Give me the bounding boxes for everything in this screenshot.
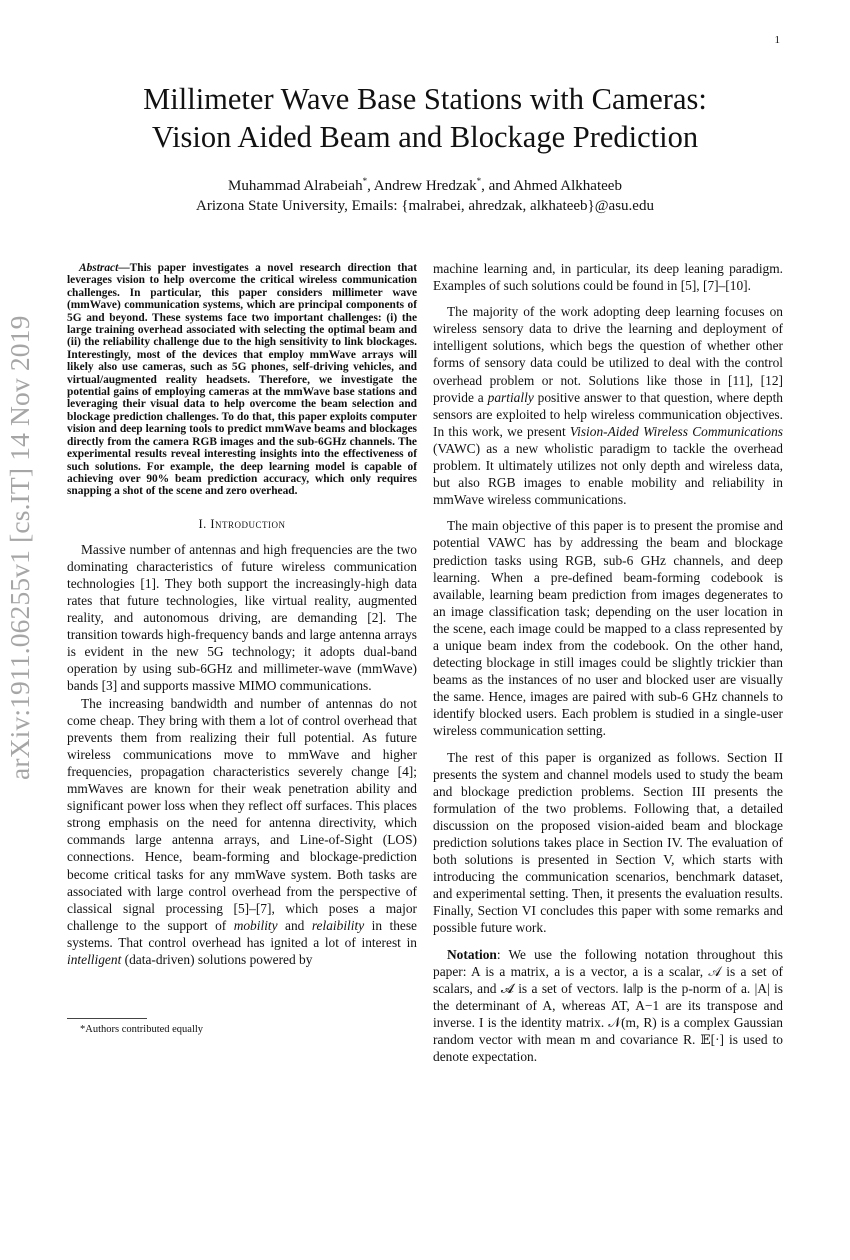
intro-paragraph-1: Massive number of antennas and high frequencies are the two dominating characteristics of future wireless communication technologies [1]. They both support the increasingly-high data rates that future technologies, like virtual reality, augmented reality, and autonomous driving, are demanding [2]. The transition towards high-frequency bands and large antenna arrays is evident in the new 5G technology; it adopts dual-band operation by using sub-6GHz and millimeter-wave (mmWave) bands [3] and supports massive MIMO communications. — [67, 541, 417, 694]
arxiv-stamp-text: arXiv:1911.06255v1 [cs.IT] 14 Nov 2019 — [4, 315, 35, 780]
emph-reliability: relaibility — [311, 917, 365, 933]
section-number: I. — [198, 516, 207, 531]
abstract: Abstract—This paper investigates a novel research direction that leverages vision to help overcome the critical wireless communication challenges. In particular, this paper considers millimeter wave (mmWave) communication systems, which are principal components of 5G and beyond. These systems face two important challenges: (i) the large training overhead associated with selecting the optimal beam and (ii) the reliability challenge due to the high sensitivity to link blockages. Interestingly, most of the devices that employ mmWave arrays will likely also use cameras, such as 5G phones, self-driving vehicles, and virtual/augmented reality headsets. Therefore, we investigate the potential gains of employing cameras at the mmWave base stations and leveraging their visual data to help overcome the beam selection and blockage prediction challenges. To do that, this paper exploits computer vision and deep learning tools to predict mmWave beams and blockages directly from the camera RGB images and the sub-6GHz channels. The experimental results reveal interesting insights into the effectiveness of such solutions. For example, the deep learning model is capable of achieving over 90% beam prediction accuracy, which only requires snapping a shot of the scene and zero overhead. — [67, 262, 417, 498]
intro-paragraph-4: The main objective of this paper is to present the promise and potential VAWC has by addressing the beam and blockage prediction tasks using RGB, sub-6 GHz channels, and deep learning. When a pre-defined beam-forming codebook is available, learning beam prediction from images degenerates to an image classification task; depending on the user location in the scene, each image could be mapped to a class represented by a unique beam index from the codebook. On the other hand, detecting blockage in still images could be slightly trickier than beams as the instances of no user and blocked user are visually the same. Hence, images are paired with sub-6 GHz channels to identify blocked users. Each problem is studied in a single-user wireless communication setting. — [433, 518, 783, 739]
intro-paragraph-2: The increasing bandwidth and number of antennas do not come cheap. They bring with them a lot of control overhead that prevents them from realizing their full potential. As future wireless communications move to mmWave and higher frequencies, propagation characteristics severely change [4]; mmWaves are known for their weak penetration ability and significant power loss when they reflect off surfaces. This places strong emphasis on the need for antenna directivity, which commands large antenna arrays, and Line-of-Sight (LOS) connections. Hence, beam-forming and blockage-prediction become critical tasks for any mmWave system. Both tasks are associated with large control overhead from the perspective of classical signal processing [5]–[7], which poses a major challenge to the support of mobility and relaibility in these systems. That control overhead has ignited a lot of interest in intelligent (data-driven) solutions powered by — [67, 695, 417, 967]
paper-title — [60, 80, 790, 156]
author-2: Andrew Hredzak — [373, 178, 477, 194]
notation-paragraph — [433, 946, 783, 1066]
author-block — [60, 171, 790, 216]
footnote-rule — [67, 1018, 147, 1019]
abstract-label: Abstract — [79, 262, 119, 274]
continued-paragraph: machine learning and, in particular, its deep leaning paradigm. Examples of such solutions could be found in [5], [7]–[10]. — [433, 261, 783, 294]
author-names: Muhammad Alrabeiah*, Andrew Hredzak*, and Ahmed Alkhateeb — [228, 176, 622, 194]
notation-text: : We use the following notation throughout this paper: A is a matrix, a is a vector, a is a scalar, 𝒜 is a set of scalars, and 𝓐 is a set of vectors. ‖a‖p is the p-norm of a. |A| is the determinant of A, whereas AT, A−1 are its transpose and inverse. I is the identity matrix. 𝒩(m, R) is a complex Gaussian random vector with mean m and covariance R. 𝔼[·] is used to denote expectation. — [433, 946, 783, 1065]
emph-vawc: Vision-Aided Wireless Communications — [569, 423, 783, 439]
affiliation: Arizona State University, Emails: {malrabei, ahredzak, alkhateeb}@asu.edu — [196, 198, 654, 214]
left-column — [67, 262, 417, 968]
intro-paragraph-5: The rest of this paper is organized as follows. Section II presents the system and channel models used to study the beam and blockage prediction problems. Section III presents the formulation of the two problems. Following that, a detailed discussion on the proposed vision-aided beam and blockage prediction solutions takes place in Section IV. The evaluation of both solutions is presented in Section V, which starts with introducing the communication scenarios, benchmark dataset, and experimental setting. Then, it presents the evaluation results. Finally, Section VI concludes this paper with some remarks and possible future work. — [433, 749, 783, 936]
arxiv-stamp — [4, 315, 54, 1260]
footnote: *Authors contributed equally — [80, 1024, 204, 1035]
intro-paragraph-3: The majority of the work adopting deep learning focuses on wireless sensory data to drive the learning and deployment of intelligent solutions, which begs the question of whether other forms of sensory data could be utilized to deal with the control overhead problem or not. Solutions like those in [11], [12] provide a partially positive answer to that question, where depth sensors are exploited to help wireless communication objectives. In this work, we present Vision-Aided Wireless Communications (VAWC) as a new wholistic paradigm to tackle the overhead problem. It ultimately utilizes not only depth and wireless data, but also RGB images to enable mobility and reliability in mmWave wireless communications. — [433, 304, 783, 508]
equal-contrib-mark: * — [476, 176, 482, 186]
title-line-2: Vision Aided Beam and Blockage Prediction — [151, 120, 699, 154]
abstract-text: This paper investigates a novel research direction that leverages vision to help overcome the critical wireless communication challenges. In particular, this paper considers millimeter wave (mmWave) communication systems, which are principal components of 5G and beyond. These systems face two important challenges: (i) the large training overhead associated with selecting the optimal beam and (ii) the reliability challenge due to the high sensitivity to link blockages. Interestingly, most of the devices that employ mmWave arrays will likely also use cameras, such as 5G phones, self-driving vehicles, and virtual/augmented reality headsets. Therefore, we investigate the potential gains of employing cameras at the mmWave base stations and leveraging their visual data to help overcome the beam selection and blockage prediction challenges. To do that, this paper exploits computer vision and deep learning tools to predict mmWave beams and blockages directly from the camera RGB images and the sub-6GHz channels. The experimental results reveal interesting insights into the effectiveness of such solutions. For example, the deep learning model is capable of achieving over 90% beam prediction accuracy, which only requires snapping a shot of the scene and zero overhead. — [67, 262, 417, 498]
page-number: 1 — [774, 34, 780, 46]
author-1: Muhammad Alrabeiah — [228, 178, 363, 194]
right-column — [433, 260, 783, 1074]
section-heading-introduction — [67, 517, 417, 532]
emph-mobility: mobility — [233, 917, 278, 933]
emph-partially: partially — [487, 389, 534, 405]
title-line-1: Millimeter Wave Base Stations with Cameras: — [143, 82, 707, 116]
emph-intelligent: intelligent — [67, 951, 122, 967]
author-3: and Ahmed Alkhateeb — [488, 178, 622, 194]
notation-label: Notation — [447, 946, 497, 962]
section-title: Introduction — [210, 516, 286, 531]
equal-contrib-mark: * — [362, 176, 368, 186]
